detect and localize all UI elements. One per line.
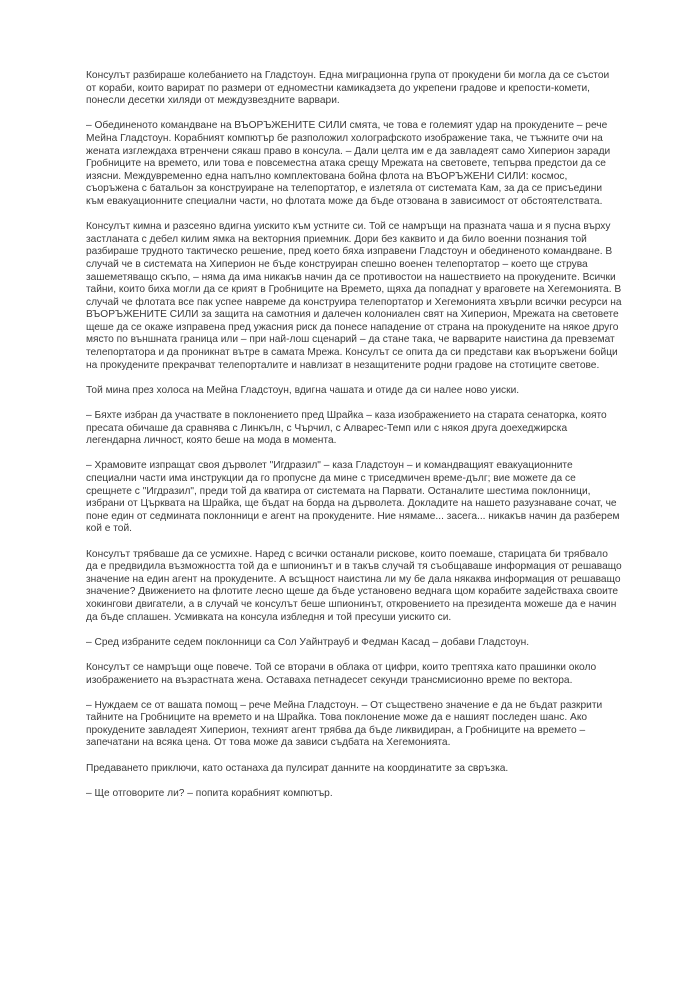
paragraph: – Храмовите изпращат своя дърволет "Игдразил" – каза Гладстоун – и командващият евакуационните специални части има инструкции да го пропусне да мине с триседмичен време-дълг; вие можете да се срещнете с "Игдразил", преди той да кватира от системата на Парвати. Останалите шестима поклонници, избрани от Църквата на Шрайка, ще бъдат на борда на дърволета. Докладите на нашето разузнаване сочат, че поне един от седмината поклонници е агент на прокудените. Ние нямаме... засега... никакъв начин да разберем кой е той. [86, 460, 620, 535]
paragraph: – Сред избраните седем поклонници са Сол Уайнтрауб и Федман Касад – добави Гладстоун. [86, 636, 530, 648]
document-page [86, 70, 622, 813]
paragraph: Предаването приключи, като останаха да пулсират данните на координатите за свръзка. [86, 762, 509, 774]
paragraph: – Обединеното командване на ВЪОРЪЖЕНИТЕ СИЛИ смята, че това е големият удар на прокудените – рече Мейна Гладстоун. Корабният компютър бе разположил холографското изображение така, че тъжните очи на жената изглеждаха втренчени сякаш право в консула. – Дали целта им е да завладеят само Хиперион заради Гробниците на времето, или това е повсеместна атака срещу Мрежата на световете, тепърва предстои да се изясни. Междувременно една напълно комплектована бойна флота на ВЪОРЪЖЕНИ СИЛИ: космос, съоръжена с батальон за конструиране на телепортатор, е излетяла от системата Кам, за да се присъедини към евакуационните специални части, но флотата може да бъде отзована в зависимост от обстоятелствата. [86, 120, 611, 207]
paragraph: – Бяхте избран да участвате в поклонението пред Шрайка – каза изображението на старата сенаторка, която пресата обичаше да сравнява с Линкълн, с Чърчил, с Алварес-Темп или с някоя друга доехеджирска легендарна личност, която беше на мода в момента. [86, 410, 607, 447]
paragraph: Консулът трябваше да се усмихне. Наред с всички останали рискове, които поемаше, старицата би трябвало да е предвидила възможността той да е шпионинът и в такъв случай тя съобщаваше информация от решаващо значение на един агент на прокудените. А всъщност наистина ли му бе дала някаква информация от решаващо значение? Движението на флотите лесно щеше да бъде установено веднага щом корабите задействаха своите хокингови двигатели, а в случай че консулът беше шпионинът, откровението на президента можеше да е начин да бъде сплашен. Усмивката на консула избледня и той пресуши уискито си. [86, 548, 622, 623]
paragraph: – Ще отговорите ли? – попита корабният компютър. [86, 787, 333, 799]
paragraph: Консулът разбираше колебанието на Гладстоун. Една миграционна група от прокудени би могла да се състои от кораби, които варират по размери от едноместни камикадзета до укрепени градове и крепости-комети, понесли десетки хиляди от междузвездните варвари. [86, 70, 610, 107]
paragraph: – Нуждаем се от вашата помощ – рече Мейна Гладстоун. – От съществено значение е да не бъдат разкрити тайните на Гробниците на времето и на Шрайка. Това поклонение може да е нашият последен шанс. Ако прокудените завладеят Хиперион, техният агент трябва да бъде ликвидиран, а Гробниците на времето – запечатани на всяка цена. От това може да зависи съдбата на Хегемонията. [86, 699, 603, 749]
paragraph: Консулът кимна и разсеяно вдигна уискито към устните си. Той се намръщи на празната чаша и я пусна върху застланата с дебел килим ямка на векторния приемник. Дори без каквито и да било военни познания той разбираше трудното тактическо решение, пред което бяха изправени Гладстоун и обединеното командване. В случай че в системата на Хиперион не бъде конструиран спешно военен телепортатор – което ще струва зашеметяващо скъпо, – няма да има никакъв начин да се противостои на нашествието на прокудените. Всички тайни, които биха могли да се крият в Гробниците на Времето, щяха да попаднат у враговете на Хегемонията. В случай че флотата все пак успее навреме да конструира телепортатор и Хегемонията хвърли всички ресурси на ВЪОРЪЖЕНИТЕ СИЛИ за защита на самотния и далечен колониален свят на Хиперион, Мрежата на световете щеше да се окаже изправена пред ужасния риск да понесе нападение от страна на прокудените на някое друго място по външната граница или – при най-лош сценарий – да стане така, че варварите наистина да превземат телепортатора и да проникнат вътре в самата Мрежа. Консулът се опита да си представи как въоръжени бойци на прокудените прекрачват телепорталите и навлизат в незащитените родни градове на стотиците светове. [86, 221, 622, 371]
paragraph: Той мина през холоса на Мейна Гладстоун, вдигна чашата и отиде да си налее ново уиски. [86, 384, 520, 396]
paragraph: Консулът се намръщи още повече. Той се вторачи в облака от цифри, които трептяха като прашинки около изображението на възрастната жена. Оставаха петнадесет секунди трансмисионно време по вектора. [86, 661, 597, 686]
